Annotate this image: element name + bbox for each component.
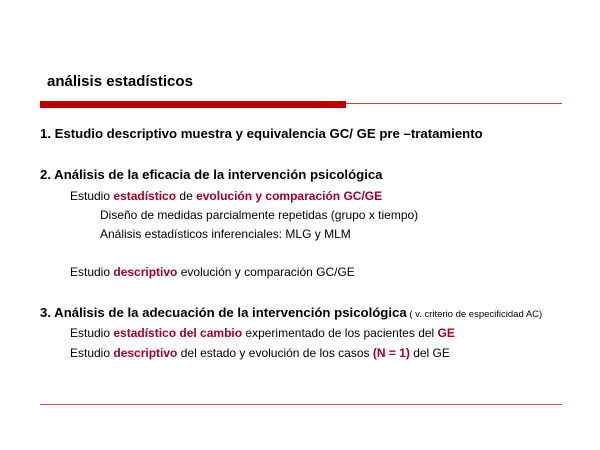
- text-segment: del estado y evolución de los casos: [177, 346, 373, 360]
- text-segment: de: [176, 189, 197, 203]
- section-2-subitem-2: Análisis estadísticos inferenciales: MLG y MLM: [100, 227, 351, 241]
- highlight-term: estadístico: [113, 189, 177, 203]
- title-accent-bar: [40, 101, 346, 108]
- section-3-line-2: [70, 346, 450, 360]
- text-segment: Estudio: [70, 265, 114, 279]
- highlight-term: evolución y comparación GC/GE: [196, 189, 383, 203]
- text-segment: evolución y comparación GC/GE: [177, 265, 355, 279]
- text-segment: Estudio: [70, 189, 114, 203]
- section-3-heading-text: 3. Análisis de la adecuación de la intervención psicológica: [40, 305, 407, 320]
- section-3-line-1: [70, 326, 455, 340]
- title-divider-line: [346, 103, 562, 104]
- highlight-term: (N = 1): [372, 346, 410, 360]
- slide-title: análisis estadísticos: [47, 73, 193, 90]
- highlight-term: descriptivo: [113, 346, 178, 360]
- section-2-line-2: [70, 265, 355, 279]
- section-1-heading: 1. Estudio descriptivo muestra y equivalencia GC/ GE pre –tratamiento: [40, 126, 483, 141]
- section-2-heading: 2. Análisis de la eficacia de la intervención psicológica: [40, 167, 383, 182]
- text-segment: experimentado de los pacientes del: [242, 326, 438, 340]
- section-3-heading: [40, 305, 542, 320]
- text-segment: Estudio: [70, 326, 114, 340]
- text-segment: Estudio: [70, 346, 114, 360]
- section-2-subitem-1: Diseño de medidas parcialmente repetidas (grupo x tiempo): [100, 208, 419, 222]
- highlight-term: GE: [437, 326, 455, 340]
- highlight-term: descriptivo: [113, 265, 178, 279]
- text-segment: del GE: [409, 346, 450, 360]
- footer-divider-line: [40, 404, 562, 405]
- highlight-term: estadístico del cambio: [113, 326, 243, 340]
- section-2-line-1: [70, 189, 382, 203]
- section-3-heading-note: ( v. criterio de especificidad AC): [406, 309, 543, 320]
